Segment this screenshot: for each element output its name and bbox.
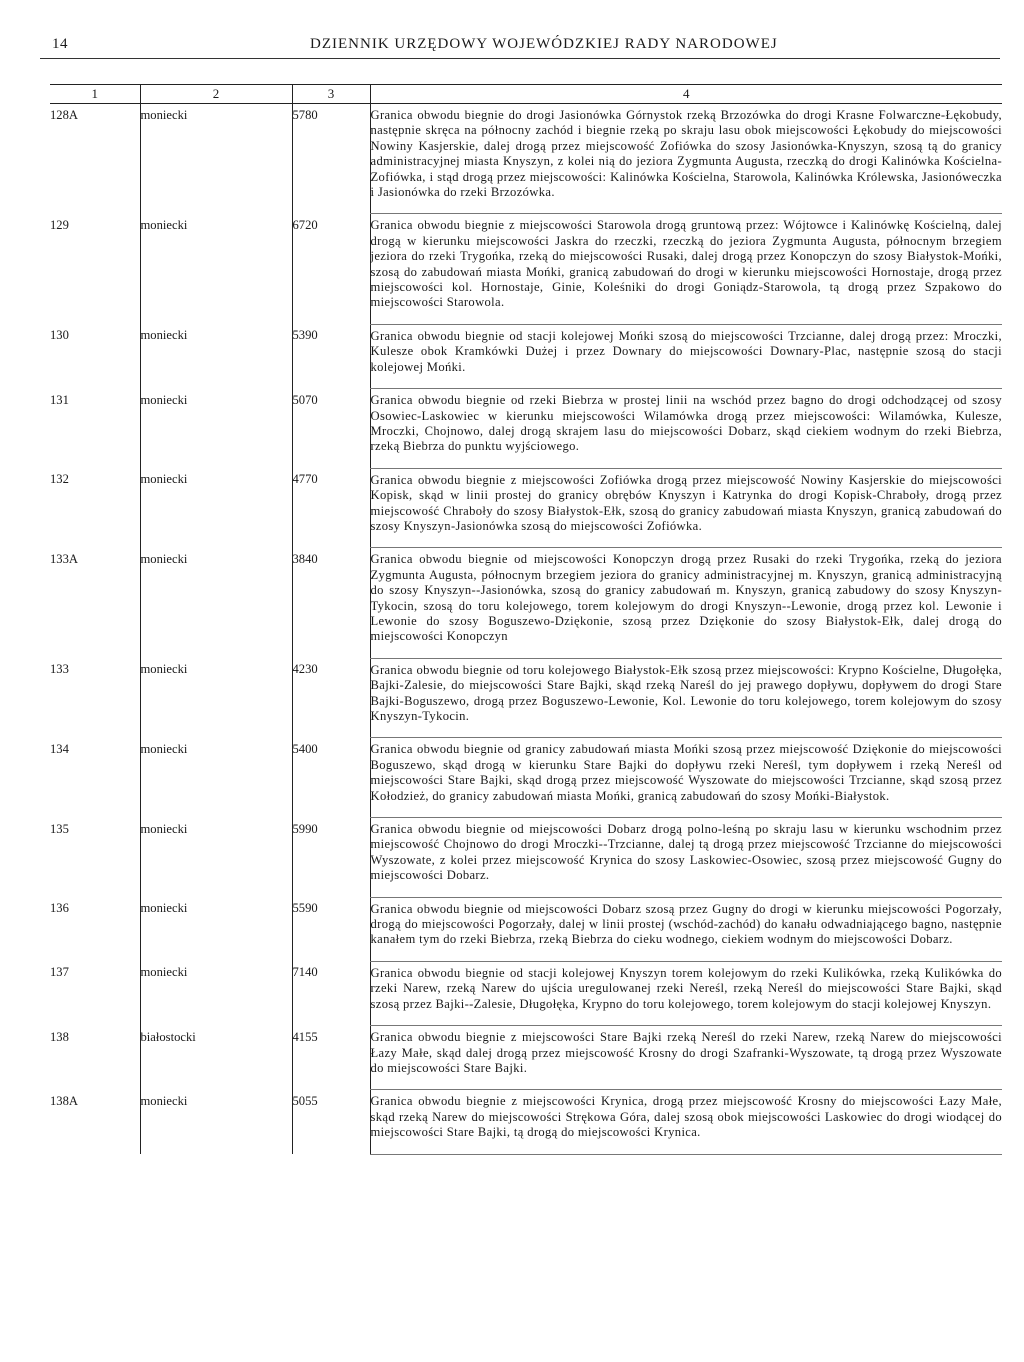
column-header-number: 1 [50, 85, 140, 104]
county-name: moniecki [140, 818, 292, 898]
table-row [50, 389, 1002, 469]
boundary-description: Granica obwodu biegnie od rzeki Biebrza w prostej linii na wschód przez bagno do drogi odchodzącej od szosy Osowiec-Laskowiec w kierunku miejscowości Wilamówka drogą przez miejscowości: Wilamówka, Kulesze, Mroczki, Chojnowo, dalej drogą skrajem lasu do miejscowości Dobarz, skąd ciekiem wodnym do rzeki Biebrza, rzeką Biebrza do punktu wyjściowego. [370, 389, 1002, 469]
county-name: moniecki [140, 104, 292, 214]
county-name: moniecki [140, 389, 292, 469]
area-value: 4770 [292, 468, 370, 548]
table-row [50, 818, 1002, 898]
boundary-description: Granica obwodu biegnie z miejscowości Zofiówka drogą przez miejscowość Nowiny Kasjerskie do miejscowości Kopisk, skąd w linii prostej do granicy obrębów Knyszyn i Katrynka do drogi Kopisk-Chraboły, drogą przez miejscowość Chraboły do szosy Białystok-Ełk, szosą do granicy zabudowań miasta Knyszyn, granicą zabudowań do szosy Knyszyn-Jasionówka szosą do miejscowości Zofiówka. [370, 468, 1002, 548]
county-name: moniecki [140, 961, 292, 1025]
district-number: 128A [50, 108, 78, 122]
area-value: 7140 [292, 961, 370, 1025]
column-header-row [50, 85, 1002, 104]
area-value: 3840 [292, 548, 370, 658]
boundary-description: Granica obwodu biegnie z miejscowości Stare Bajki rzeką Nereśl do rzeki Narew, rzeką Narew do miejscowości Łazy Małe, skąd dalej drogą przez miejscowość Krosny do drogi Szafranki-Wyszowate, tą drogą przez Wyszowate do miejscowości Stare Bajki. [370, 1026, 1002, 1090]
area-value: 5055 [292, 1090, 370, 1154]
county-name: moniecki [140, 548, 292, 658]
district-number: 138A [50, 1093, 78, 1108]
table-row [50, 897, 1002, 961]
column-header-county: 2 [140, 85, 292, 104]
boundary-description: Granica obwodu biegnie od stacji kolejowej Knyszyn torem kolejowym do rzeki Kulikówka, rzeką Kulikówka do rzeki Narew, rzeką Narew do ujścia uregulowanej rzeki Nereśl, rzeką Nereśl do miejscowości Stare Bajki, skąd szosą przez Bajki--Zalesie, Długołęka, Krypno do toru kolejowego, torem kolejowym do stacji kolejowej Knyszyn. [370, 961, 1002, 1025]
district-number: 131 [50, 392, 69, 407]
county-name: moniecki [140, 658, 292, 738]
county-name: białostocki [140, 1026, 292, 1090]
area-value: 4155 [292, 1026, 370, 1090]
district-number: 133A [50, 551, 78, 566]
table-body [50, 104, 1002, 1155]
boundary-description: Granica obwodu biegnie do drogi Jasionówka Górnystok rzeką Brzozówka do drogi Krasne Folwarczne-Łękobudy, następnie skręca na północny zachód i biegnie rzeką po skraju lasu obok miejscowości Łękobudy do miejscowości Nowiny Kasjerskie, dalej drogą przez miejscowość Zofiówka do szosy Jasionówka-Knyszyn, szosą tą do granicy administracyjnej miasta Knyszyn, z kolei nią do jeziora Zygmunta Augusta, rzeczką do drogi Kalinówka Kościelna-Zofiówka, i stąd drogą przez miejscowości: Kalinówka Kościelna, Starowola, Kalinówka Królewska, Jasionóweczka i Jasionówka do rzeki Brzozówka. [370, 104, 1002, 214]
district-number: 134 [50, 741, 69, 756]
table-row [50, 1026, 1002, 1090]
county-name: moniecki [140, 324, 292, 388]
district-number: 129 [50, 217, 69, 232]
boundary-description: Granica obwodu biegnie z miejscowości Starowola drogą gruntową przez: Wójtowce i Kalinówkę Kościelną, dalej drogą w kierunku miejscowości Jaskra do rzeczki, rzeczką do jeziora Zygmunta Augusta, północnym brzegiem jeziora do rzeki Trygońka, rzeką do miejscowości Rusaki, dalej drogą przez Konopczyn do szosy Białystok-Mońki, szosą do zabudowań miasta Mońki, granicą zabudowań do drogi w kierunku miejscowości Hornostaje, drogą przez miejscowości kol. Hornostaje, Ginie, Koleśniki do drogi Goniądz-Starowola, tą drogą przez Szpakowo do miejscowości Starowola. [370, 214, 1002, 324]
district-number: 133 [50, 662, 69, 677]
boundary-description: Granica obwodu biegnie od miejscowości Dobarz szosą przez Gugny do drogi w kierunku miejscowości Pogorzały, drogą do miejscowości Pogorzały, dalej w linii prostej (wschód-zachód) do kanału odwadniającego bagno, następnie kanałem tym do rzeki Biebrza, rzeką Biebrza do cieku wodnego, ciekiem wodnym do miejscowości Dobarz. [370, 897, 1002, 961]
journal-title: DZIENNIK URZĘDOWY WOJEWÓDZKIEJ RADY NARODOWEJ [310, 36, 778, 52]
page-number: 14 [52, 36, 68, 52]
column-header-description: 4 [370, 85, 1002, 104]
table-row [50, 468, 1002, 548]
area-value: 5780 [292, 104, 370, 214]
table-row [50, 104, 1002, 214]
area-value: 4230 [292, 658, 370, 738]
area-value: 5990 [292, 818, 370, 898]
area-value: 5590 [292, 897, 370, 961]
table-row [50, 548, 1002, 658]
boundary-description: Granica obwodu biegnie od miejscowości Dobarz drogą polno-leśną po skraju lasu w kierunku wschodnim przez miejscowość Chojnowo do drogi Mroczki--Trzcianne, dalej tą drogą przez miejscowość Trzcianne do miejscowości Wyszowate, z kolei przez miejscowość Krynica do szosy Laskowiec-Osowiec, szosą przez miejscowość Gugny do miejscowości Dobarz. [370, 818, 1002, 898]
district-number: 130 [50, 328, 69, 343]
table-row [50, 214, 1002, 324]
districts-table [50, 84, 1002, 1155]
district-number: 135 [50, 821, 69, 836]
district-number: 132 [50, 472, 69, 487]
table-row [50, 658, 1002, 738]
boundary-description: Granica obwodu biegnie z miejscowości Krynica, drogą przez miejscowość Krosny do miejscowości Łazy Małe, skąd rzeką Narew do miejscowości Strękowa Góra, dalej szosą obok miejscowości Laskowiec do drogi wiodącej do miejscowości Stare Bajki, tą drogą do miejscowości Krynica. [370, 1090, 1002, 1154]
area-value: 5070 [292, 389, 370, 469]
table-row [50, 738, 1002, 818]
district-number: 138 [50, 1029, 69, 1044]
table-row [50, 1090, 1002, 1154]
area-value: 5400 [292, 738, 370, 818]
boundary-description: Granica obwodu biegnie od toru kolejowego Białystok-Ełk szosą przez miejscowości: Krypno Kościelne, Długołęka, Bajki-Zalesie, do miejscowości Stare Bajki, skąd rzeką Nareśl do jej prawego dopływu, dopływem do drogi Stare Bajki-Boguszewo, drogą przez Boguszewo-Lewonie, Kol. Lewonie do toru kolejowego, torem kolejowym do szosy Knyszyn-Tykocin. [370, 658, 1002, 738]
district-number: 137 [50, 965, 69, 980]
county-name: moniecki [140, 214, 292, 324]
county-name: moniecki [140, 1090, 292, 1154]
county-name: moniecki [140, 738, 292, 818]
county-name: moniecki [140, 897, 292, 961]
table-row [50, 961, 1002, 1025]
area-value: 5390 [292, 324, 370, 388]
area-value: 6720 [292, 214, 370, 324]
page-header [40, 36, 1000, 56]
district-number: 136 [50, 901, 69, 916]
boundary-description: Granica obwodu biegnie od miejscowości Konopczyn drogą przez Rusaki do rzeki Trygońka, rzeką do jeziora Zygmunta Augusta, północnym brzegiem jeziora do granicy administracyjnej m. Knyszyn, granicą administracyjną do szosy Knyszyn--Jasionówka, szosą do granicy zabudowań m. Knyszyn, granicą zabudowy do szosy Knyszyn-Tykocin, szosą do toru kolejowego, torem kolejowym do drogi Knyszyn--Lewonie, drogą przez kol. Lewonie i Lewonie do szosy Boguszewo-Dziękonie, szosą przez Dziękonie do szosy Białystok-Ełk, dalej drogą do miejscowości Konopczyn [370, 548, 1002, 658]
boundary-description: Granica obwodu biegnie od stacji kolejowej Mońki szosą do miejscowości Trzcianne, dalej drogą przez: Mroczki, Kulesze obok Kramkówki Dużej i przez Downary do miejscowości Downary-Plac, następnie szosą do stacji kolejowej Mońki. [370, 324, 1002, 388]
header-rule [40, 58, 1000, 59]
table-row [50, 324, 1002, 388]
county-name: moniecki [140, 468, 292, 548]
boundary-description: Granica obwodu biegnie od granicy zabudowań miasta Mońki szosą przez miejscowość Dziękonie do miejscowości Boguszewo, skąd drogą w kierunku Stare Bajki do dopływu rzeki Nereśl, tym dopływem i rzeką Nereśl od miejscowości Stare Bajki, skąd drogą przez miejscowość Wyszowate do miejscowości Trzcianne, skąd szosą przez Kołodzież, do granicy zabudowań miasta Mońki, granicą zabudowań do szosy Mońki-Białystok. [370, 738, 1002, 818]
column-header-area: 3 [292, 85, 370, 104]
